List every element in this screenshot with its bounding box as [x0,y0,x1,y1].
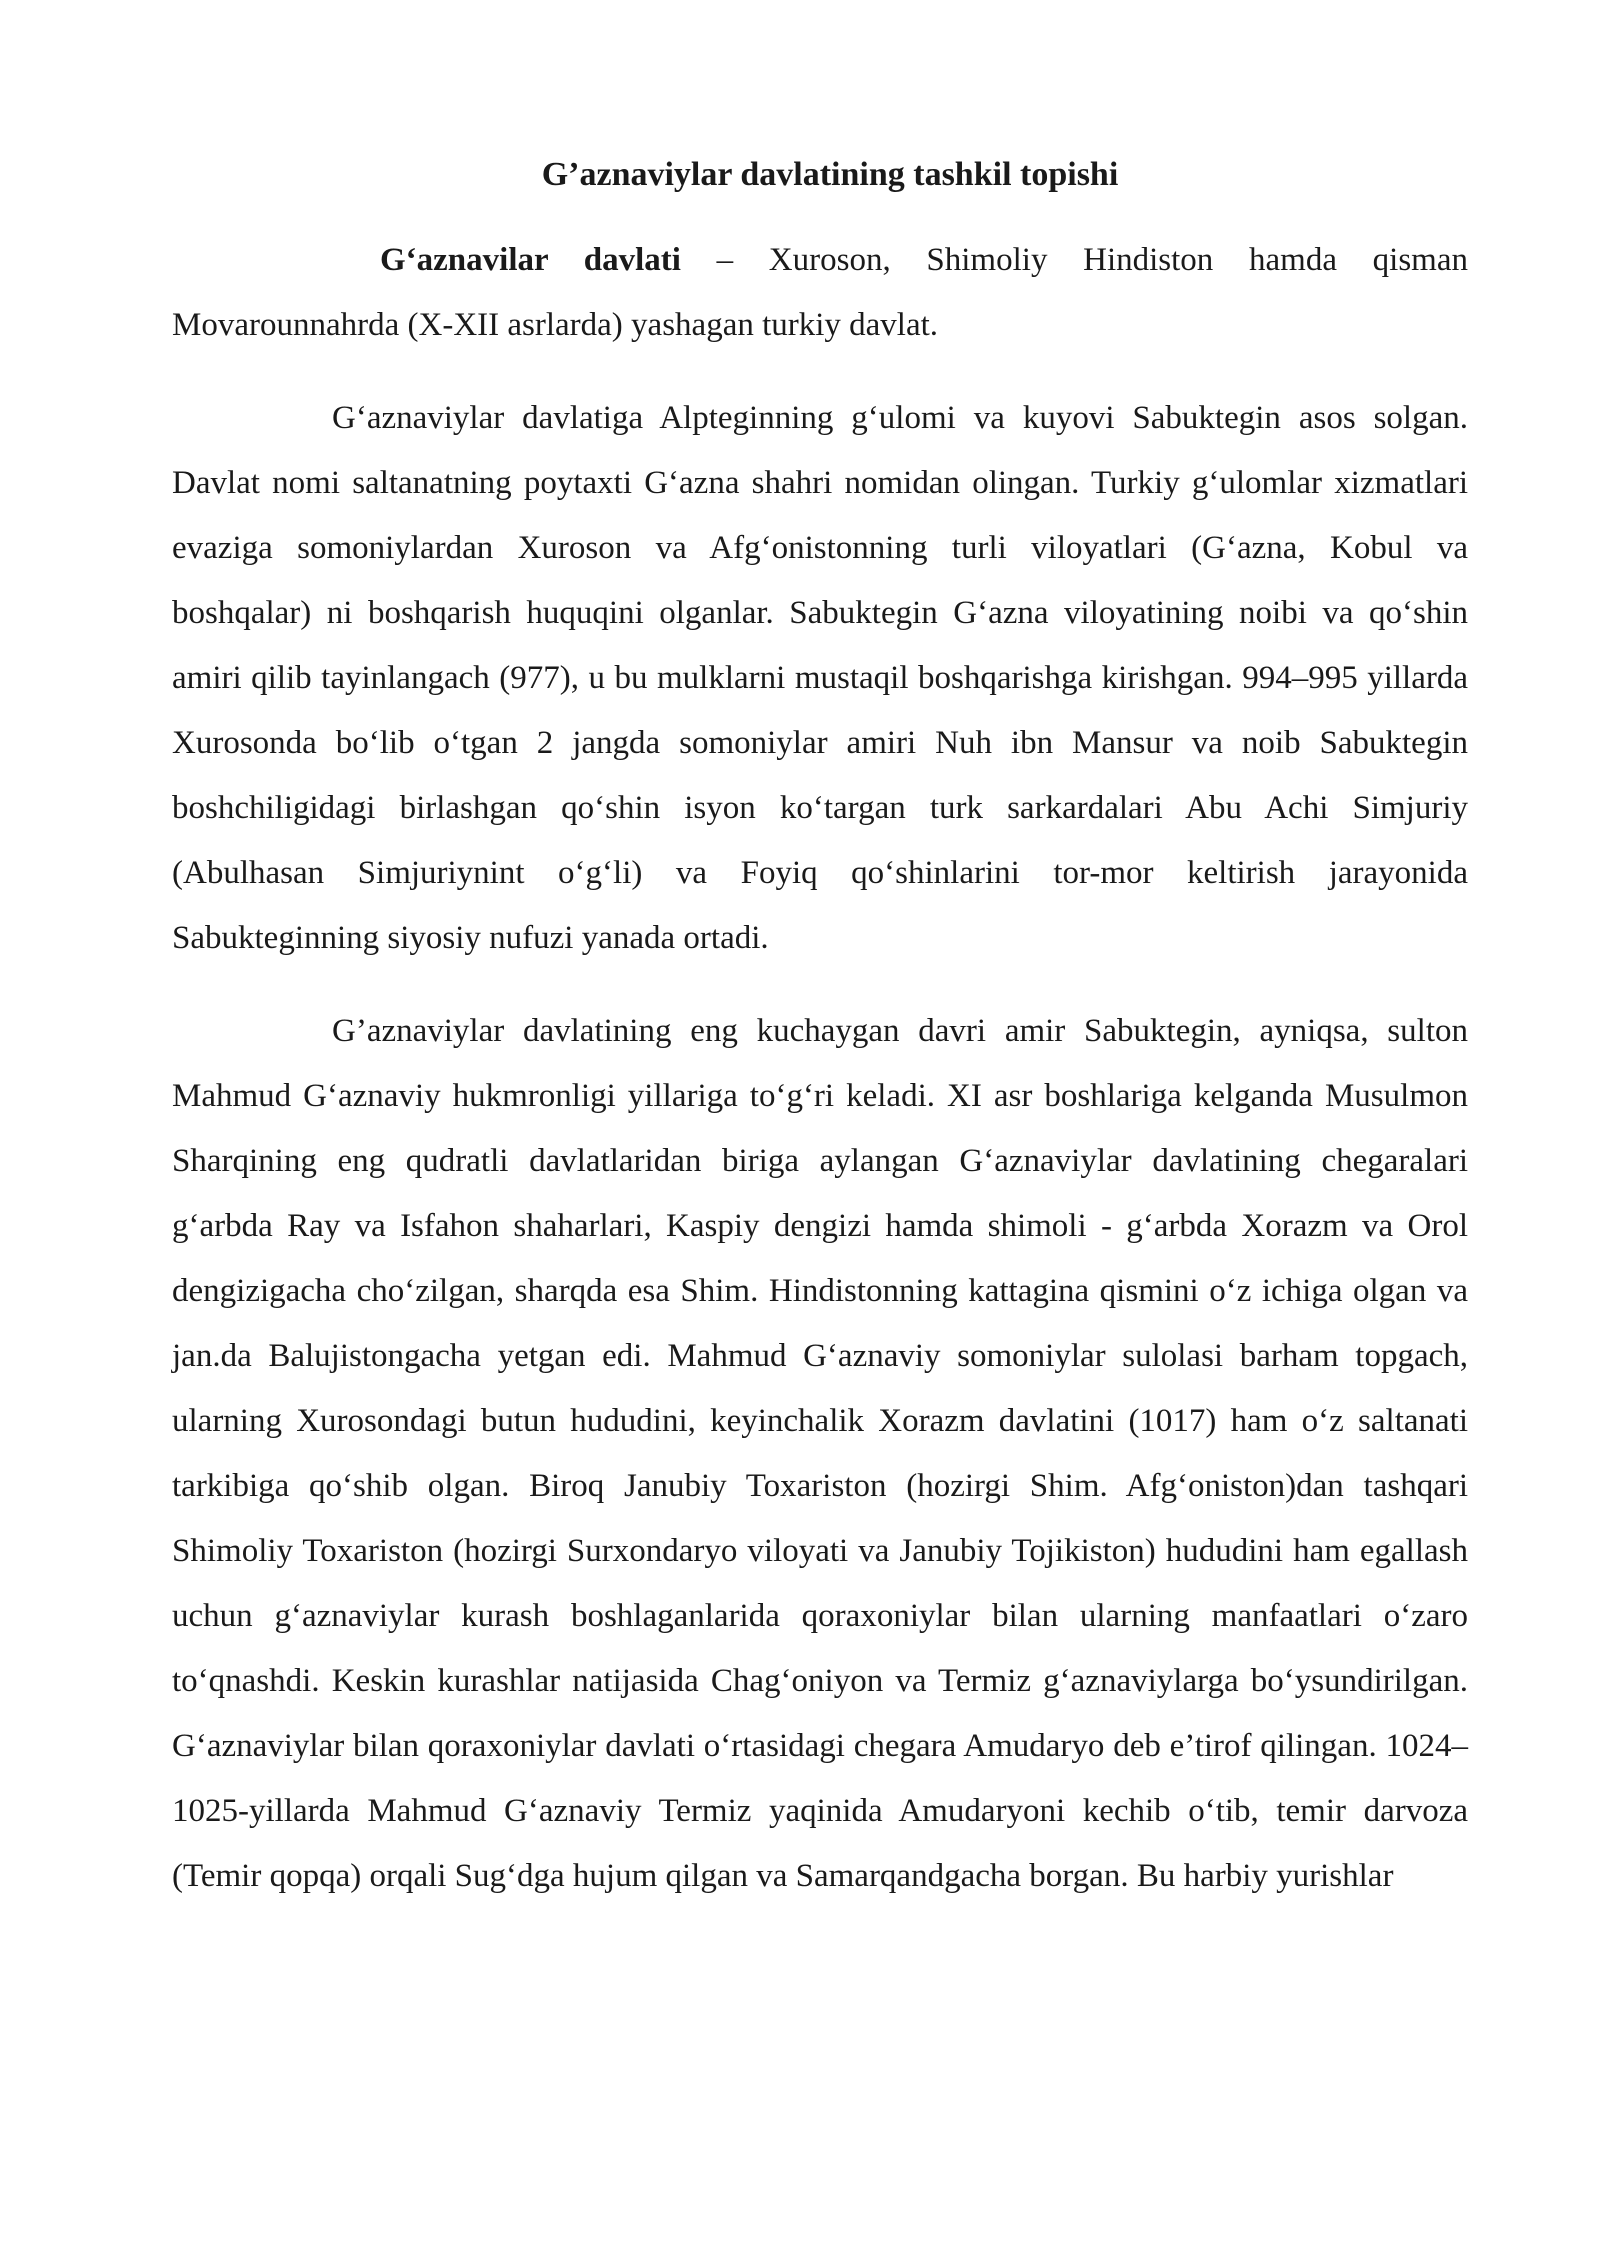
document-page [172,150,1468,1909]
paragraph-founding: G‘aznaviylar davlatiga Alpteginning g‘ulomi va kuyovi Sabuktegin asos solgan. Davlat nomi saltanatning poytaxti G‘azna shahri nomidan olingan. Turkiy g‘ulomlar xizmatlari evaziga somoniylardan Xuroson va Afg‘onistonning turli viloyatlari (G‘azna, Kobul va boshqalar) ni boshqarish huquqini olganlar. Sabuktegin G‘azna viloyatining noibi va qo‘shin amiri qilib tayinlangach (977), u bu mulklarni mustaqil boshqarishga kirishgan. 994–995 yillarda Xurosonda bo‘lib o‘tgan 2 jangda somoniylar amiri Nuh ibn Mansur va noib Sabuktegin boshchiligidagi birlashgan qo‘shin isyon ko‘targan turk sarkardalari Abu Achi Simjuriy (Abulhasan Simjuriynint o‘g‘li) va Foyiq qo‘shinlarini tor-mor keltirish jarayonida Sabukteginning siyosiy nufuzi yanada ortadi. [172,400,1468,956]
intro-text: – Xuroson, Shimoliy Hindiston hamda qisman Movarounnahrda (X-XII asrlarda) yashagan turkiy davlat. [172,242,1468,343]
intro-paragraph [172,228,1468,358]
intro-term: G‘aznavilar davlati [380,242,681,278]
document-title: G’aznaviylar davlatining tashkil topishi [541,156,1119,193]
paragraph-expansion: G’aznaviylar davlatining eng kuchaygan davri amir Sabuktegin, ayniqsa, sulton Mahmud G‘aznaviy hukmronligi yillariga to‘g‘ri keladi. XI asr boshlariga kelganda Musulmon Sharqining eng qudratli davlatlaridan biriga aylangan G‘aznaviylar davlatining chegaralari g‘arbda Ray va Isfahon shaharlari, Kaspiy dengizi hamda shimoli - g‘arbda Xorazm va Orol dengizigacha cho‘zilgan, sharqda esa Shim. Hindistonning kattagina qismini o‘z ichiga olgan va jan.da Balujistongacha yetgan edi. Mahmud G‘aznaviy somoniylar sulolasi barham topgach, ularning Xurosondagi butun hududini, keyinchalik Xorazm davlatini (1017) ham o‘z saltanati tarkibiga qo‘shib olgan. Biroq Janubiy Toxariston (hozirgi Shim. Afg‘oniston)dan tashqari Shimoliy Toxariston (hozirgi Surxondaryo viloyati va Janubiy Tojikiston) hududini ham egallash uchun g‘aznaviylar kurash boshlaganlarida qoraxoniylar bilan ularning manfaatlari o‘zaro to‘qnashdi. Keskin kurashlar natijasida Chag‘oniyon va Termiz g‘aznaviylarga bo‘ysundirilgan. G‘aznaviylar bilan qoraxoniylar davlati o‘rtasidagi chegara Amudaryo deb e’tirof qilingan. 1024–1025-yillarda Mahmud G‘aznaviy Termiz yaqinida Amudaryoni kechib o‘tib, temir darvoza (Temir qopqa) orqali Sug‘dga hujum qilgan va Samarqandgacha borgan. Bu harbiy yurishlar [172,1013,1468,1894]
